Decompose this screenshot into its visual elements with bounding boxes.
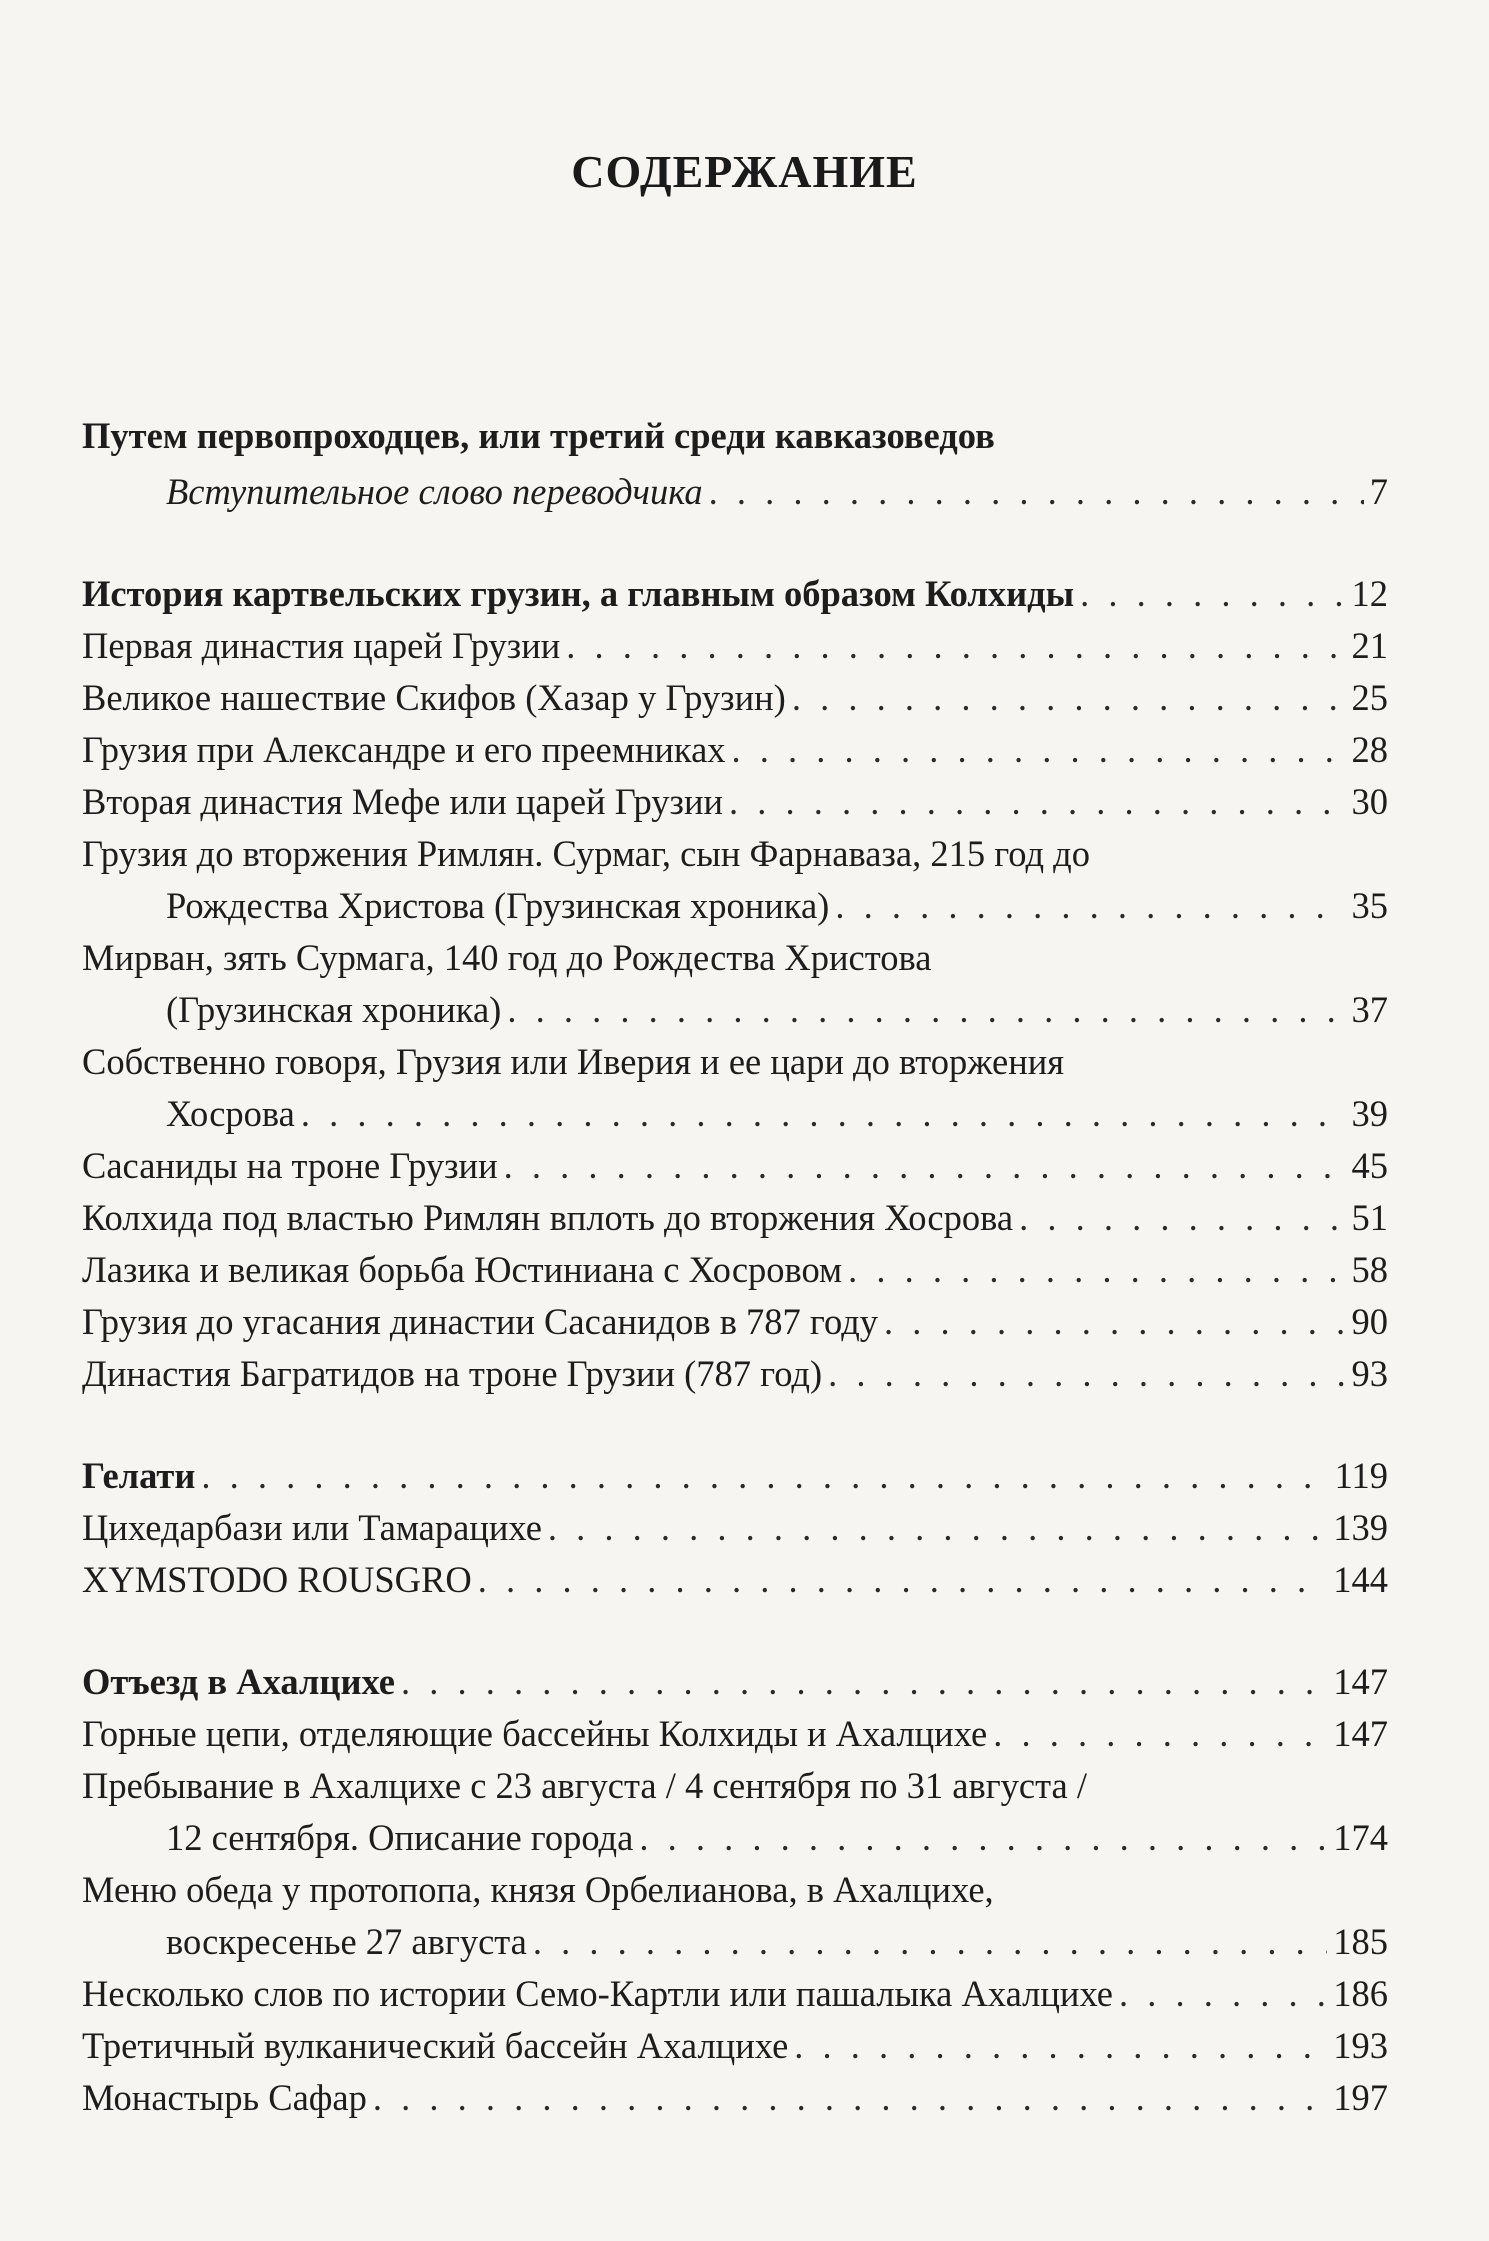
toc-page-number: 45 [1351,1145,1388,1186]
toc-entry [82,1554,1388,1606]
toc-entry [82,1244,1388,1296]
dot-leader [548,1502,1327,1554]
toc-entry-line [82,410,1388,462]
toc-entry-line [82,1244,1388,1296]
dot-leader [729,776,1345,828]
toc-entry [82,2020,1388,2072]
toc-entry-line [82,776,1388,828]
toc-entry-title: Хосрова [166,1092,295,1134]
toc-page-number: 51 [1351,1197,1388,1238]
dot-leader [373,2072,1327,2124]
toc-entry-line [82,932,1388,984]
toc-entry-title: Вступительное слово переводчика [166,471,703,512]
toc-entry [82,1708,1388,1760]
toc-entry-line [82,1140,1388,1192]
toc-page-number: 186 [1333,1973,1388,2014]
dot-leader [848,1244,1345,1296]
dot-leader [1080,568,1345,620]
toc-entry-line [82,1864,1388,1916]
dot-leader [507,984,1345,1036]
toc-entry-line [82,466,1388,518]
toc-entry-line [82,1192,1388,1244]
toc-entry-title: Сасаниды на троне Грузии [82,1145,498,1186]
toc-page-number: 90 [1351,1301,1388,1342]
toc-entry-line [82,1088,1388,1140]
toc-entry-line [82,1450,1388,1502]
toc-page-number: 12 [1351,573,1388,614]
toc-entry [82,568,1388,620]
toc-page-number: 21 [1351,625,1388,666]
toc-entry-line [82,1968,1388,2020]
toc-page-number: 35 [1351,884,1388,926]
toc-entry [82,932,1388,1035]
toc-entry-title: Великое нашествие Скифов (Хазар у Грузин) [82,677,786,718]
toc-entry [82,776,1388,828]
toc-entry-title: Лазика и великая борьба Юстиниана с Хосровом [82,1249,843,1290]
dot-leader [201,1450,1328,1502]
toc-entry [82,1450,1388,1502]
toc-entry-line [82,672,1388,724]
toc-entry [82,828,1388,931]
toc-page-number: 28 [1351,729,1388,770]
toc-entry-title: Третичный вулканический бассейн Ахалцихе [82,2025,789,2066]
toc-entry-line [82,1708,1388,1760]
toc-entry-title: Меню обеда у протопопа, князя Орбелианова, в Ахалцихе, [82,1869,994,1910]
toc-entry [82,1760,1388,1863]
dot-leader [884,1296,1345,1348]
toc-entry [82,1864,1388,1967]
toc-entry-title: Грузия при Александре и его преемниках [82,729,726,770]
toc-entry-line [82,828,1388,880]
toc-page-number: 193 [1333,2025,1388,2066]
toc-entry-line [82,1760,1388,1812]
toc-entry [82,1968,1388,2020]
dot-leader [709,466,1364,518]
dot-leader [1019,1192,1345,1244]
dot-leader [732,724,1346,776]
dot-leader [401,1656,1327,1708]
toc-page-number: 7 [1369,471,1388,512]
toc-page-number: 147 [1333,1713,1388,1754]
toc-page-number: 144 [1333,1559,1388,1600]
toc-entry-title: Первая династия царей Грузии [82,625,561,666]
toc-entry-title: XYMSTODO ROUSGRO [82,1559,472,1600]
toc-entry-title: Горные цепи, отделяющие бассейны Колхиды и Ахалцихе [82,1713,988,1754]
toc-entry-line [82,568,1388,620]
toc-entry-line [82,1656,1388,1708]
toc-entry-title: Династия Багратидов на троне Грузии (787 год) [82,1353,823,1394]
toc-entry-line [82,2072,1388,2124]
toc-entry-line [82,1812,1388,1864]
toc-page-number: 25 [1351,677,1388,718]
page-title: СОДЕРЖАНИЕ [571,146,918,197]
dot-leader [533,1916,1327,1968]
toc-entry-line [82,984,1388,1036]
toc-page-number: 119 [1334,1455,1388,1496]
toc-entry-title: воскресенье 27 августа [166,1920,527,1962]
toc-page-number: 58 [1351,1249,1388,1290]
toc-entry [82,672,1388,724]
toc-entry-title: Мирван, зять Сурмага, 140 год до Рождества Христова [82,937,932,978]
toc-entry-line [82,724,1388,776]
toc-entry-title: Путем первопроходцев, или третий среди кавказоведов [82,415,995,456]
toc-entry-title: Несколько слов по истории Семо-Картли или пашалыка Ахалцихе [82,1973,1113,2014]
toc-entry-title: Колхида под властью Римлян вплоть до вторжения Хосрова [82,1197,1014,1238]
toc-entry-line [82,1296,1388,1348]
dot-leader [566,620,1345,672]
dot-leader [504,1140,1346,1192]
toc-entry [82,1296,1388,1348]
toc-entry-line [82,1348,1388,1400]
toc-page-number: 39 [1351,1092,1388,1134]
dot-leader [639,1812,1327,1864]
toc-entry-line [82,1554,1388,1606]
toc-entry [82,724,1388,776]
dot-leader [1119,1968,1327,2020]
toc-entry-line [82,1036,1388,1088]
dot-leader [794,2020,1327,2072]
dot-leader [993,1708,1327,1760]
toc-entry-line [82,620,1388,672]
toc-entry [82,466,1388,518]
dot-leader [792,672,1346,724]
dot-leader [478,1554,1328,1606]
toc-entry-line [82,1916,1388,1968]
toc-page-number: 185 [1333,1920,1388,1962]
toc-entry-line [82,1502,1388,1554]
toc-entry [82,620,1388,672]
toc-entry-title: (Грузинская хроника) [166,988,502,1030]
dot-leader [828,1348,1345,1400]
toc-page-number: 93 [1351,1353,1388,1394]
toc-entry [82,1036,1388,1139]
toc-entry [82,410,1388,462]
toc-entry-title: Пребывание в Ахалцихе с 23 августа / 4 сентября по 31 августа / [82,1765,1087,1806]
toc-entry [82,1348,1388,1400]
dot-leader [835,880,1345,932]
toc-entry-title: Цихедарбази или Тамарацихе [82,1507,542,1548]
toc-entry [82,1656,1388,1708]
toc-page-number: 147 [1333,1661,1388,1702]
toc-entry-line [82,2020,1388,2072]
toc-entry [82,2072,1388,2124]
dot-leader [301,1088,1346,1140]
toc-page-number: 197 [1333,2077,1388,2118]
toc-entry-title: Гелати [82,1455,196,1496]
toc-entry-title: Рождества Христова (Грузинская хроника) [166,884,830,926]
toc-entry-line [82,880,1388,932]
toc-entry-title: Грузия до угасания династии Сасанидов в 787 году [82,1301,879,1342]
toc-entry-title: Вторая династия Мефе или царей Грузии [82,781,724,822]
toc-entry-title: Собственно говоря, Грузия или Иверия и ее цари до вторжения [82,1041,1065,1082]
toc-entry-title: История картвельских грузин, а главным образом Колхиды [82,573,1075,614]
toc-entry [82,1140,1388,1192]
toc-page-number: 174 [1333,1816,1388,1858]
toc-entry [82,1502,1388,1554]
toc-entry-title: Монастырь Сафар [82,2077,367,2118]
toc-entry [82,1192,1388,1244]
toc-page-number: 37 [1351,988,1388,1030]
toc-entry-title: Отъезд в Ахалцихе [82,1661,396,1702]
toc-page-number: 139 [1333,1507,1388,1548]
toc-entry-title: Грузия до вторжения Римлян. Сурмаг, сын Фарнаваза, 215 год до [82,833,1090,874]
toc-entry-title: 12 сентября. Описание города [166,1816,634,1858]
toc-page-number: 30 [1351,781,1388,822]
